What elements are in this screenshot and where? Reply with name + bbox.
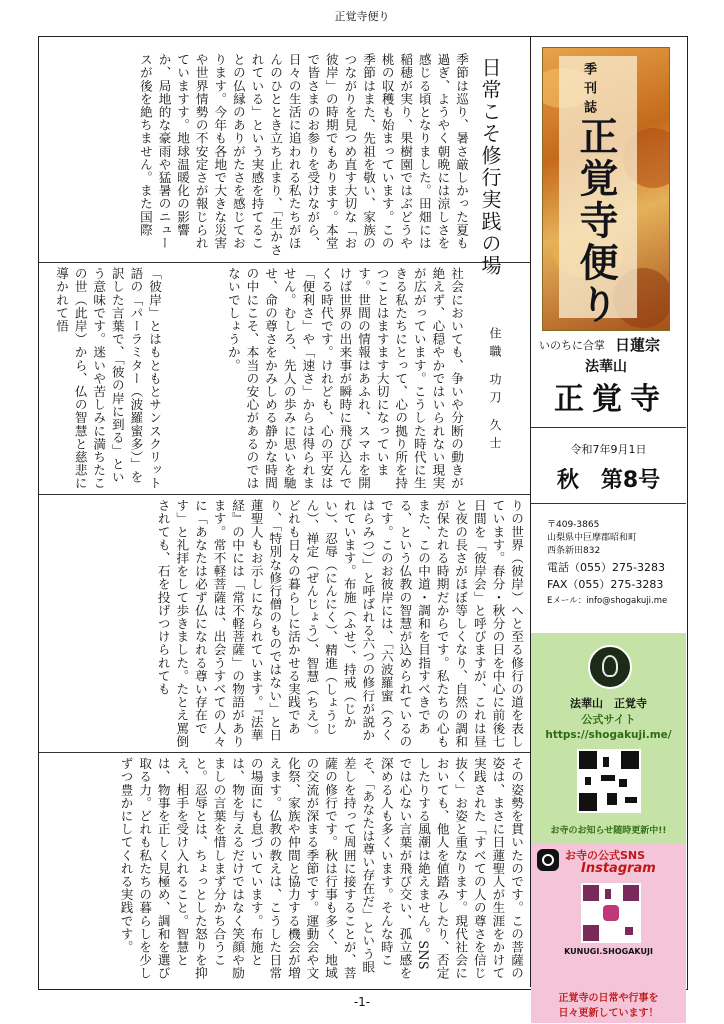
season-label: 季刊誌 bbox=[581, 62, 596, 119]
temple-name: 正覚寺 bbox=[554, 382, 668, 417]
article-text-block-3: 「彼岸」とはもともとサンスクリット語の「パーラミター（波羅蜜多）」を訳した言葉で、「彼の岸に到る」という意味です。迷いや苦しみに満ちたこの世（此岸）から、仏の智慧と慈悲に導かれて悟 bbox=[54, 267, 162, 490]
postal-code: 〒409-3865 bbox=[547, 520, 600, 530]
instagram-qr-code[interactable] bbox=[581, 883, 641, 943]
sns-label: お寺の公式SNS bbox=[565, 849, 646, 862]
newsletter-title: 正覚寺便り bbox=[573, 116, 618, 326]
issue-number: 秋 第8号 bbox=[556, 468, 661, 493]
instagram-note-1: 正覚寺の日常や行事を bbox=[558, 993, 659, 1004]
page-number: -1- bbox=[353, 995, 371, 1009]
instagram-handle[interactable]: KUNUGI.SHOGAKUJI bbox=[564, 947, 653, 956]
phone-number: 電話（055）275-3283 bbox=[547, 561, 665, 574]
temple-crest-icon bbox=[588, 645, 632, 689]
instagram-icon bbox=[537, 849, 559, 871]
sidebar-divider bbox=[531, 503, 686, 504]
page-header: 正覚寺便り bbox=[334, 10, 390, 23]
article-text-block-5: その姿勢を貫いたのです。この菩薩の姿は、まさに日蓮聖人が生涯をかけて実践された「すべての人の尊さを信じ抜く」お姿と重なります。現代社会においても、他人を値踏みしたり、否定したりする風潮は絶えません。SNSでは心ない言葉が飛び交い、孤立感を深める人も多くいます。そんな時こそ、「あなたは尊い存在だ」という眼差しを持って周囲に接することが、菩薩の修行です。秋は行事も多く、地域の交流が深まる季節です。運動会や文化祭、家族や仲間と協力する機会が増えます。仏教の教えは、こうした日常の場面にも息づいています。布施とは、物を与えるだけではなく笑顔や励ましの言葉を惜しまず分かち合うこと。忍辱とは、ちょっとした怒りを抑え、相手を受け入れること。智慧とは、物事を正しく見極め、調和を選び取る力。どれも私たちの暮らしを少しずつ豊かにしてくれる実践です。 bbox=[118, 757, 524, 980]
tagline: いのちに合掌 bbox=[539, 339, 605, 352]
sidebar-divider bbox=[531, 427, 686, 428]
row-divider bbox=[39, 752, 530, 753]
row-divider bbox=[39, 262, 530, 263]
issue-date: 令和7年9月1日 bbox=[570, 443, 647, 456]
website-note: お寺のお知らせ随時更新中!! bbox=[550, 826, 667, 836]
address-line-1: 山梨県中巨摩郡昭和町 bbox=[547, 533, 638, 543]
website-url[interactable]: https://shogakuji.me/ bbox=[545, 729, 672, 741]
fax-number: FAX（055）275-3283 bbox=[547, 578, 664, 591]
article bbox=[39, 37, 530, 987]
website-qr-code[interactable] bbox=[577, 749, 641, 813]
website-label: 公式サイト bbox=[581, 713, 636, 726]
article-text-block-2: 社会においても、争いや分断の動きが絶えず、心穏やかではいられない現実が広がっています。こうした時代に生きる私たちにとって、心の拠り所を持つことはますます大切になっています。世間の情報はあふれ、スマホを開けば世界の出来事が瞬時に飛び込んでくる時代です。けれども、心の平安は「便利さ」や「速さ」からは得られません。むしろ、先人の歩みに思いを馳せ、命の尊さをかみしめる静かな時間の中にこそ、本当の安心があるのではないでしょうか。 bbox=[225, 267, 464, 490]
website-org: 法華山 正覚寺 bbox=[570, 697, 647, 710]
masthead-image bbox=[542, 47, 670, 331]
sect-name: 日蓮宗 bbox=[615, 336, 661, 354]
sidebar bbox=[531, 37, 686, 1019]
article-title: 日常こそ修行実践の場 bbox=[478, 57, 502, 277]
article-author: 住職 功刀 久士 bbox=[488, 327, 502, 455]
instagram-label: Instagram bbox=[581, 861, 656, 876]
row-divider bbox=[39, 494, 530, 495]
email-address: Eメール：info@shogakuji.me bbox=[547, 596, 668, 606]
article-text-block-4: りの世界（彼岸）へと至る修行の道を表しています。春分・秋分の日を中心に前後七日間を「彼岸会」と呼びますが、これは昼と夜の長さがほぼ等しくなり、自然の調和が保たれる時期だからです。私たちの心もまた、この中道・調和を目指すべきである、という仏教の智慧が込められているのです。このお彼岸には、「六波羅蜜（ろくはらみつ）」と呼ばれる六つの修行が説かれています。布施（ふせ）、持戒（じかい）、忍辱（にんにく）、精進（しょうじん）、禅定（ぜんじょう）、智慧（ちえ）。どれも日々の暮らしに活かせる実践であり、「特別な修行僧のものではない」と日蓮聖人もお示しになられています。『法華経』の中には「常不軽菩薩」の物語があります。常不軽菩薩は、出会うすべての人々に「あなたは必ず仏になれる尊い存在です」と礼拝をして歩きました。たとえ罵倒されても、石を投げつけられても bbox=[155, 499, 524, 748]
instagram-note-2: 日々更新しています！ bbox=[558, 1008, 659, 1019]
article-text-block-1: 季節は巡り、暑さ厳しかった夏も過ぎ、ようやく朝晩には涼しさを感じる頃となりました。田畑には稲穂が実り、果樹園ではぶどうや桃の収穫も始まっています。この季節はまた、先祖を敬い、家族のつながりを見つめ直す大切な「お彼岸」の時期でもあります。本堂で皆さまのお参りを受けながら、日々の生活に追われる私たちがほんのひととき立ち止まり、「生かされている」という実感を持てることの仏縁のありがたさを感じております。今年も各地で大きな災害や世界情勢の不安定さが報じられていますす。地球温暖化の影響か、局地的な豪雨や猛暑のニュースが後を絶ちません。また国際 bbox=[137, 53, 469, 257]
mountain-name: 法華山 bbox=[585, 359, 627, 375]
address-line-2: 西条新田832 bbox=[547, 546, 601, 556]
website-panel bbox=[531, 633, 686, 859]
